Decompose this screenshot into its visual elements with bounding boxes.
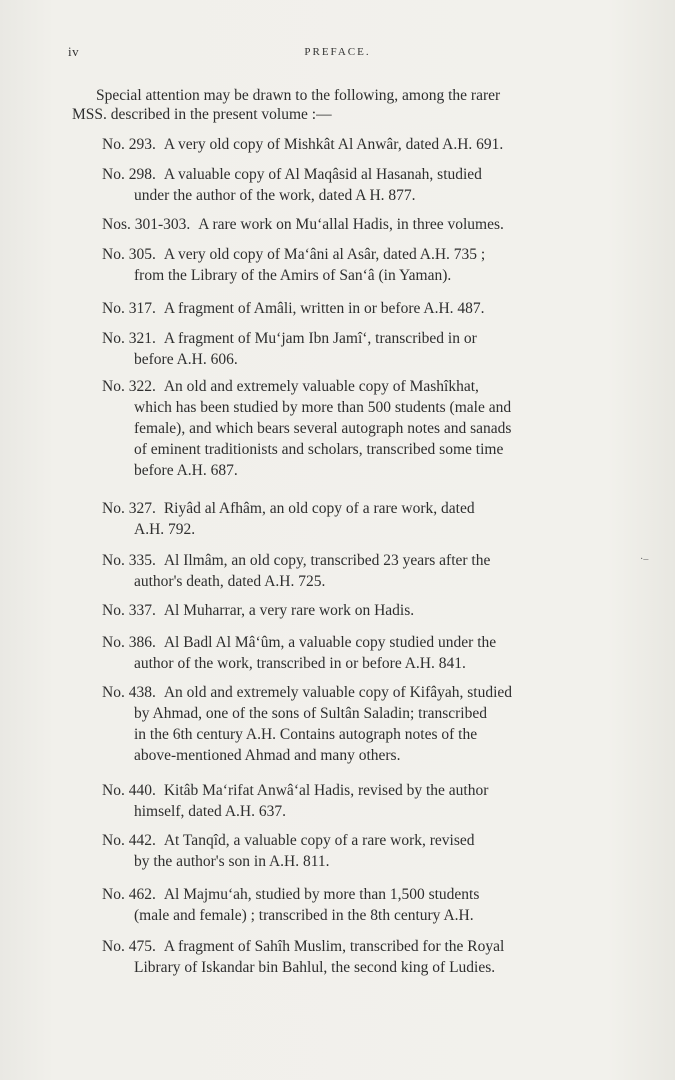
entry-text: author of the work, transcribed in or before A.H. 841. — [134, 655, 466, 672]
entry-text: Al Majmu‘ah, studied by more than 1,500 students — [163, 886, 480, 903]
list-item — [102, 298, 618, 319]
intro-line: MSS. described in the present volume :— — [72, 106, 332, 123]
list-item — [102, 936, 618, 978]
entry-text: An old and extremely valuable copy of Kifâyah, studied — [163, 684, 513, 701]
list-item — [102, 214, 618, 235]
intro-line: Special attention may be drawn to the following, among the rarer — [96, 87, 501, 104]
entry-text: Library of Iskandar bin Bahlul, the second king of Ludies. — [134, 959, 496, 976]
list-item — [102, 328, 618, 370]
entry-text: female), and which bears several autograph notes and sanads — [134, 420, 512, 437]
margin-mark: ·– — [640, 554, 649, 565]
entry-text: Al Ilmâm, an old copy, transcribed 23 years after the — [163, 552, 491, 569]
entry-text: under the author of the work, dated A H. 877. — [134, 187, 416, 204]
entry-text: before A.H. 606. — [134, 351, 238, 368]
entry-text: Kitâb Ma‘rifat Anwâ‘al Hadis, revised by the author — [163, 782, 489, 799]
entry-number: No. 438. — [102, 684, 156, 701]
page-header — [0, 44, 675, 64]
entry-text: A fragment of Sahîh Muslim, transcribed for the Royal — [163, 938, 505, 955]
list-item — [102, 164, 618, 206]
intro-paragraph — [72, 86, 622, 124]
entry-number: No. 337. — [102, 602, 156, 619]
entry-text: A fragment of Amâli, written in or before A.H. 487. — [163, 300, 485, 317]
entry-number: No. 475. — [102, 938, 156, 955]
entry-text: before A.H. 687. — [134, 462, 238, 479]
entry-text: in the 6th century A.H. Contains autograph notes of the — [134, 726, 478, 743]
running-title: PREFACE. — [304, 46, 371, 58]
entry-number: Nos. 301-303. — [102, 216, 191, 233]
entry-text: Riyâd al Afhâm, an old copy of a rare work, dated — [163, 500, 475, 517]
entry-text: by the author's son in A.H. 811. — [134, 853, 330, 870]
entry-number: No. 321. — [102, 330, 156, 347]
entry-text: by Ahmad, one of the sons of Sultân Saladin; transcribed — [134, 705, 487, 722]
entry-text: A rare work on Mu‘allal Hadis, in three volumes. — [198, 216, 504, 233]
entry-text: himself, dated A.H. 637. — [134, 803, 286, 820]
list-item — [102, 884, 618, 926]
entry-text: Al Badl Al Mâ‘ûm, a valuable copy studied under the — [163, 634, 497, 651]
entry-text: A very old copy of Mishkât Al Anwâr, dated A.H. 691. — [163, 136, 504, 153]
entry-text: above-mentioned Ahmad and many others. — [134, 747, 401, 764]
list-item — [102, 780, 618, 822]
entry-number: No. 298. — [102, 166, 156, 183]
page-number: iv — [68, 44, 80, 59]
entry-number: No. 327. — [102, 500, 156, 517]
list-item — [102, 550, 618, 592]
list-item — [102, 498, 618, 540]
entry-number: No. 322. — [102, 378, 156, 395]
list-item — [102, 600, 618, 621]
entry-text: A fragment of Mu‘jam Ibn Jamî‘, transcribed in or — [163, 330, 477, 347]
list-item — [102, 682, 618, 766]
entry-text: An old and extremely valuable copy of Mashîkhat, — [163, 378, 479, 395]
entry-number: No. 386. — [102, 634, 156, 651]
entry-text: Al Muharrar, a very rare work on Hadis. — [163, 602, 415, 619]
list-item — [102, 244, 618, 286]
entry-text: author's death, dated A.H. 725. — [134, 573, 326, 590]
entry-number: No. 305. — [102, 246, 156, 263]
entry-number: No. 293. — [102, 136, 156, 153]
entry-number: No. 440. — [102, 782, 156, 799]
list-item — [102, 134, 618, 155]
entry-number: No. 462. — [102, 886, 156, 903]
list-item — [102, 830, 618, 872]
entry-text: At Tanqîd, a valuable copy of a rare work, revised — [163, 832, 475, 849]
entry-text: A.H. 792. — [134, 521, 196, 538]
entry-number: No. 317. — [102, 300, 156, 317]
entry-text: (male and female) ; transcribed in the 8th century A.H. — [134, 907, 474, 924]
entry-text: A very old copy of Ma‘âni al Asâr, dated A.H. 735 ; — [163, 246, 486, 263]
entry-text: which has been studied by more than 500 students (male and — [134, 399, 512, 416]
entry-number: No. 335. — [102, 552, 156, 569]
entry-text: A valuable copy of Al Maqâsid al Hasanah, studied — [163, 166, 482, 183]
entry-text: of eminent traditionists and scholars, transcribed some time — [134, 441, 504, 458]
entry-text: from the Library of the Amirs of San‘â (in Yaman). — [134, 267, 452, 284]
list-item — [102, 376, 618, 481]
entry-number: No. 442. — [102, 832, 156, 849]
list-item — [102, 632, 618, 674]
